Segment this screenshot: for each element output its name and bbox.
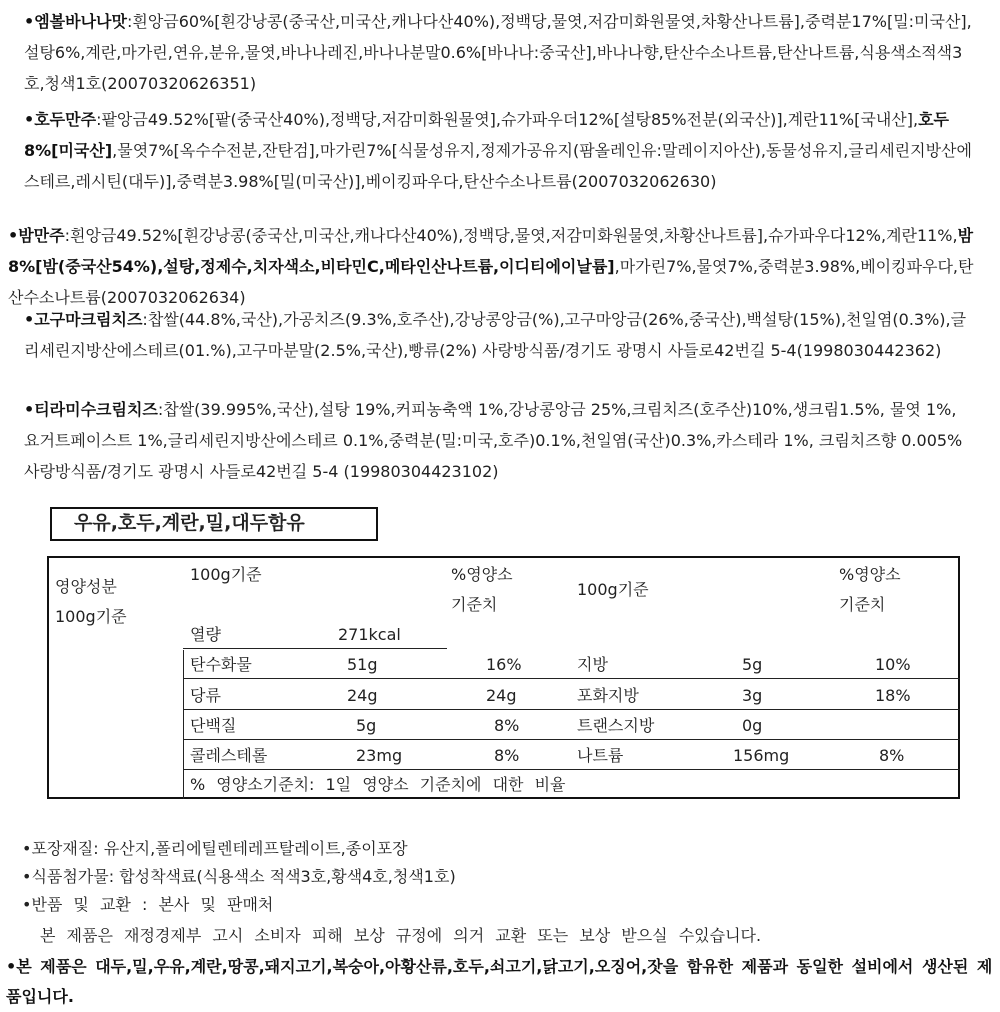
nutrient-amount: 24g xyxy=(347,686,378,705)
nutrition-title: 영양성분 xyxy=(55,577,117,596)
nutrient-amount: 23mg xyxy=(356,746,403,765)
allergen-box: 우유,호두,계란,밀,대두함유 xyxy=(50,507,378,541)
facility-notice: •본 제품은 대두,밀,우유,계란,땅콩,돼지고기,복숭아,아황산류,호두,쇠고기,닭고기,오징어,잣을 함유한 제품과 동일한 설비에서 생산된 제품입니다. xyxy=(6,957,993,1006)
nutrient-amount: 3g xyxy=(742,686,763,705)
calories-label: 열량 xyxy=(190,625,221,644)
ingredient-name: •고구마크림치즈 xyxy=(24,310,143,329)
nutrient-pct: 8% xyxy=(494,716,520,735)
pct-header-left: %영양소 xyxy=(451,565,513,584)
grid-line xyxy=(183,650,184,799)
ingredient-tiramisu xyxy=(24,394,974,487)
grid-line xyxy=(183,648,447,649)
nutrient-amount: 156mg xyxy=(733,746,790,765)
grid-line xyxy=(183,678,960,679)
ingredient-text: :찹쌀(39.995%,국산),설탕 19%,커피농축액 1%,강낭콩앙금 25%,크림치즈(호주산)10%,생크림1.5%, 물엿 1%, 요거트페이스트 1%,글리세린지방산에스테르 0.1%,중력분(밀:미국,호주)0.1%,천일염(국산)0.3%,카스테라 1%, 크림치즈향 0.005% 사랑방식품/경기도 광명시 사들로42번길 5-4 (19980304423102) xyxy=(24,400,963,481)
nutrient-pct: 8% xyxy=(879,746,905,765)
ingredient-name: •엠볼바나나맛 xyxy=(24,12,127,31)
nutrient-label: 콜레스테롤 xyxy=(190,746,268,765)
nutrient-pct: 8% xyxy=(494,746,520,765)
ingredient-name: •티라미수크림치즈 xyxy=(24,400,158,419)
ingredient-walnut-manju xyxy=(24,104,974,197)
nutrient-label: 지방 xyxy=(577,655,608,674)
nutrient-pct: 16% xyxy=(486,655,522,674)
basis-header-left: 100g기준 xyxy=(190,565,262,584)
ingredient-name: •밤만주 xyxy=(8,226,65,245)
pct-header-left-2: 기준치 xyxy=(451,595,498,614)
nutrient-amount: 0g xyxy=(742,716,763,735)
ingredient-sweet-potato xyxy=(24,304,974,366)
calories-value: 271kcal xyxy=(338,625,401,644)
nutrient-amount: 5g xyxy=(742,655,763,674)
nutrient-pct: 18% xyxy=(875,686,911,705)
ingredient-bold: 호두8%[미국산] xyxy=(24,110,949,160)
nutrient-label: 탄수화물 xyxy=(190,655,252,674)
nutrition-title-basis: 100g기준 xyxy=(55,607,127,626)
returns-note: •반품 및 교환 : 본사 및 판매처 xyxy=(22,895,274,914)
grid-line xyxy=(183,709,960,710)
nutrient-pct: 24g xyxy=(486,686,517,705)
nutrient-amount: 5g xyxy=(356,716,377,735)
nutrient-label: 나트륨 xyxy=(577,746,624,765)
ingredient-text: :흰앙금60%[흰강낭콩(중국산,미국산,캐나다산40%),정백당,물엿,저감미화원물엿,차황산나트륨],중력분17%[밀:미국산],설탕6%,계란,마가린,연유,분유,물엿,바나나레진,바나나분말0.6%[바나나:중국산],바나나향,탄산수소나트륨,탄산나트륨,식용색소적색3호,청색1호(20070320626351) xyxy=(24,12,972,93)
ingredient-name: •호두만주 xyxy=(24,110,97,129)
ingredient-chestnut-manju xyxy=(8,220,974,313)
pct-header-right: %영양소 xyxy=(839,565,901,584)
nutrient-pct: 10% xyxy=(875,655,911,674)
nutrient-label: 당류 xyxy=(190,686,221,705)
pct-header-right-2: 기준치 xyxy=(839,595,886,614)
ingredient-text: :팥앙금49.52%[팥(중국산40%),정백당,저감미화원물엿],슈가파우더12%[설탕85%전분(외국산)],계란11%[국내산], xyxy=(96,110,919,129)
ingredient-banana xyxy=(24,6,974,99)
nutrition-footnote: % 영양소기준치: 1일 영양소 기준치에 대한 비율 xyxy=(190,775,566,794)
compensation-note: 본 제품은 재정경제부 고시 소비자 피해 보상 규정에 의거 교환 또는 보상 받으실 수있습니다. xyxy=(40,926,762,945)
grid-line xyxy=(183,739,960,740)
nutrient-label: 트랜스지방 xyxy=(577,716,655,735)
basis-header-right: 100g기준 xyxy=(577,580,649,599)
ingredient-text: :찹쌀(44.8%,국산),가공치즈(9.3%,호주산),강낭콩앙금(%),고구마앙금(26%,중국산),백설탕(15%),천일염(0.3%),글리세린지방산에스테르(01.%),고구마분말(2.5%,국산),빵류(2%) 사랑방식품/경기도 광명시 사들로42번길 5-4(1998030442362) xyxy=(24,310,967,360)
ingredient-text: ,물엿7%[옥수수전분,잔탄검],마가린7%[식물성유지,정제가공유지(팜올레인유:말레이지아산),동물성유지,글리세린지방산에스테르,레시틴(대두)],중력분3.98%[밀(미국산)],베이킹파우다,탄산수소나트륨(2007032062630) xyxy=(24,141,972,191)
packaging-note: •포장재질: 유산지,폴리에틸렌테레프탈레이트,종이포장 xyxy=(22,839,408,858)
ingredient-text: :흰앙금49.52%[흰강낭콩(중국산,미국산,캐나다산40%),정백당,물엿,저감미화원물엿,차황산나트륨],슈가파우다12%,계란11%, xyxy=(64,226,958,245)
ingredient-bold: 밤8%[밤(중국산54%),설탕,정제수,치자색소,비타민C,메타인산나트륨,이디티에이날륨] xyxy=(8,226,974,276)
nutrient-label: 포화지방 xyxy=(577,686,639,705)
nutrition-table xyxy=(47,556,960,799)
grid-line xyxy=(183,769,960,770)
nutrient-amount: 51g xyxy=(347,655,378,674)
nutrient-label: 단백질 xyxy=(190,716,237,735)
additives-note: •식품첨가물: 합성착색료(식용색소 적색3호,황색4호,청색1호) xyxy=(22,867,456,886)
ingredient-text: ,마가린7%,물엿7%,중력분3.98%,베이킹파우다,탄산수소나트륨(2007032062634) xyxy=(8,257,974,307)
